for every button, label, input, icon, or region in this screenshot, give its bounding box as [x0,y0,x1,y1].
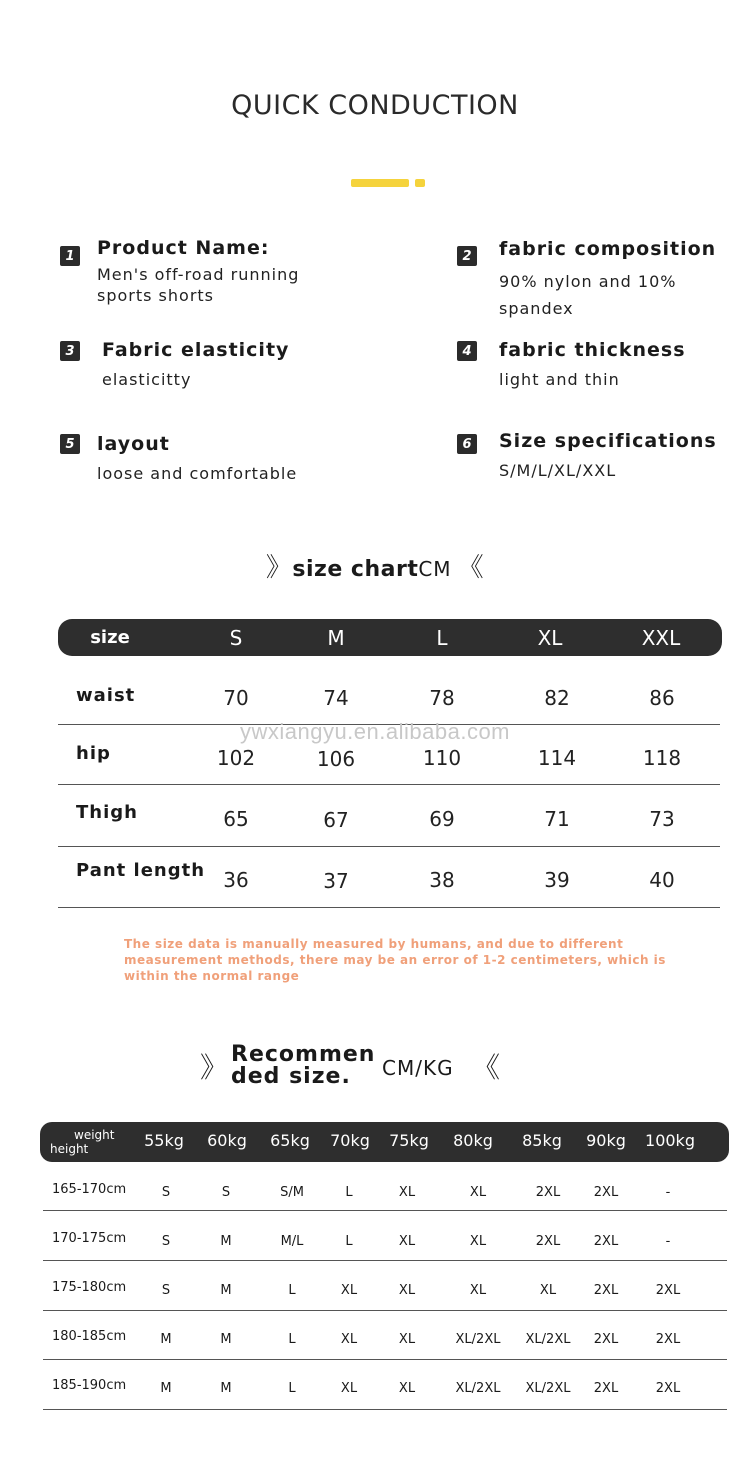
size-cell: 114 [537,746,577,770]
recommended-title-line1: Recommen [231,1042,376,1067]
feature-value-size-specifications: S/M/L/XL/XXL [499,461,617,480]
rec-cell: XL [340,1332,358,1347]
size-cell: 69 [429,807,455,831]
rec-row-divider [43,1409,727,1410]
recommended-heading [231,1044,375,1088]
weight-header: 75kg [389,1131,429,1150]
page-title: QUICK CONDUCTION [231,90,519,121]
feature-value-fabric-composition: 90% nylon and 10% spandex [499,272,677,318]
rec-cell: M/L [280,1234,304,1249]
size-row-label: hip [76,743,111,764]
left-bracket-icon: 》 [265,553,293,583]
number-3-icon: 3 [60,341,80,361]
rec-cell: 2XL [593,1234,619,1249]
size-header-m: M [327,626,345,650]
size-cell: 74 [323,686,349,710]
rec-cell: M [160,1332,172,1347]
feature-heading-layout: layout [97,433,170,455]
recommended-title-line2: ded size. [231,1064,351,1089]
size-chart-title: size chart [292,557,419,582]
corner-height-label: height [50,1142,89,1156]
rec-cell: S/M [280,1185,304,1200]
accent-bar [351,179,409,187]
number-4-icon: 4 [457,341,477,361]
rec-cell: XL [398,1283,416,1298]
size-chart-heading [0,547,750,584]
rec-cell: 2XL [593,1332,619,1347]
rec-cell: XL [398,1234,416,1249]
size-cell: 73 [649,807,675,831]
rec-cell: L [288,1283,296,1298]
measurement-note: The size data is manually measured by humans, and due to different measurement methods, there may be an error of 1-2 centimeters, which is within the normal range [124,937,666,983]
size-header-xxl: XXL [641,626,681,650]
rec-cell: XL [539,1283,557,1298]
recommended-unit: CM/KG [382,1056,454,1080]
rec-row-divider [43,1260,727,1261]
weight-header: 80kg [453,1131,493,1150]
number-1-icon: 1 [60,246,80,266]
size-cell: 86 [649,686,675,710]
height-row-label: 185-190cm [52,1378,127,1393]
rec-cell: XL [340,1381,358,1396]
size-cell: 65 [223,807,249,831]
rec-cell: XL [398,1332,416,1347]
accent-dot [415,179,425,187]
size-cell: 38 [429,868,455,892]
size-row-label: Pant length [76,860,206,881]
row-divider [58,846,720,847]
size-row-label: waist [76,685,136,706]
right-bracket-icon: 《 [457,553,485,583]
rec-cell: XL/2XL [525,1332,571,1347]
weight-header: 65kg [270,1131,310,1150]
size-cell: 102 [216,746,256,770]
row-divider [58,784,720,785]
rec-cell: XL [398,1381,416,1396]
rec-cell: M [220,1283,232,1298]
size-header-s: S [229,626,243,650]
feature-heading-fabric-thickness: fabric thickness [499,339,686,361]
rec-cell: 2XL [655,1381,681,1396]
corner-weight-label: weight [74,1128,115,1142]
weight-header: 90kg [586,1131,626,1150]
rec-cell: - [665,1234,671,1249]
rec-right-bracket-icon: 《 [472,1051,501,1084]
rec-cell: S [161,1185,171,1200]
rec-cell: L [345,1185,353,1200]
watermark: ywxiangyu.en.alibaba.com [239,719,511,744]
rec-cell: M [220,1234,232,1249]
size-cell: 39 [544,868,570,892]
feature-value-layout: loose and comfortable [97,464,298,483]
size-cell: 106 [316,747,356,771]
rec-cell: XL [469,1283,487,1298]
feature-heading-size-specifications: Size specifications [499,430,717,452]
rec-cell: M [220,1381,232,1396]
size-cell: 40 [649,868,675,892]
height-row-label: 170-175cm [52,1231,127,1246]
rec-row-divider [43,1210,727,1211]
rec-left-bracket-icon: 》 [200,1051,229,1084]
rec-cell: 2XL [593,1185,619,1200]
number-6-icon: 6 [457,434,477,454]
rec-cell: L [288,1381,296,1396]
weight-header: 55kg [144,1131,184,1150]
number-5-icon: 5 [60,434,80,454]
rec-cell: S [161,1283,171,1298]
size-cell: 70 [223,686,249,710]
size-cell: 67 [323,808,349,832]
size-chart-unit: CM [418,557,452,581]
feature-value-fabric-elasticity: elasticitty [102,370,192,389]
rec-cell: L [345,1234,353,1249]
rec-cell: S [161,1234,171,1249]
size-header-xl: XL [537,626,563,650]
rec-cell: 2XL [655,1283,681,1298]
feature-value-product-name: Men's off-road running sports shorts [97,265,300,305]
size-row-label: Thigh [76,802,138,823]
rec-cell: XL [469,1234,487,1249]
rec-cell: XL [398,1185,416,1200]
size-cell: 82 [544,686,570,710]
rec-cell: 2XL [593,1381,619,1396]
size-cell: 71 [544,807,570,831]
rec-cell: XL/2XL [455,1332,501,1347]
rec-cell: L [288,1332,296,1347]
feature-heading-fabric-composition: fabric composition [499,238,717,260]
weight-header: 70kg [330,1131,370,1150]
rec-row-divider [43,1310,727,1311]
feature-heading-product-name: Product Name: [97,237,270,259]
rec-cell: S [221,1185,231,1200]
weight-header: 100kg [645,1131,695,1150]
rec-cell: XL/2XL [525,1381,571,1396]
height-row-label: 180-185cm [52,1329,127,1344]
rec-row-divider [43,1359,727,1360]
rec-cell: M [220,1332,232,1347]
rec-cell: M [160,1381,172,1396]
size-cell: 110 [422,746,462,770]
height-row-label: 165-170cm [52,1182,127,1197]
rec-cell: XL [469,1185,487,1200]
row-divider [58,907,720,908]
size-cell: 36 [223,868,249,892]
rec-cell: 2XL [535,1234,561,1249]
weight-header: 60kg [207,1131,247,1150]
rec-cell: XL [340,1283,358,1298]
rec-cell: - [665,1185,671,1200]
rec-cell: 2XL [593,1283,619,1298]
feature-heading-fabric-elasticity: Fabric elasticity [102,339,290,361]
number-2-icon: 2 [457,246,477,266]
rec-cell: XL/2XL [455,1381,501,1396]
rec-cell: 2XL [655,1332,681,1347]
size-header-label: size [90,627,130,648]
size-cell: 37 [323,869,349,893]
weight-header: 85kg [522,1131,562,1150]
size-cell: 118 [642,746,682,770]
rec-cell: 2XL [535,1185,561,1200]
height-row-label: 175-180cm [52,1280,127,1295]
size-cell: 78 [429,686,455,710]
size-header-l: L [436,626,448,650]
feature-value-fabric-thickness: light and thin [499,370,620,389]
